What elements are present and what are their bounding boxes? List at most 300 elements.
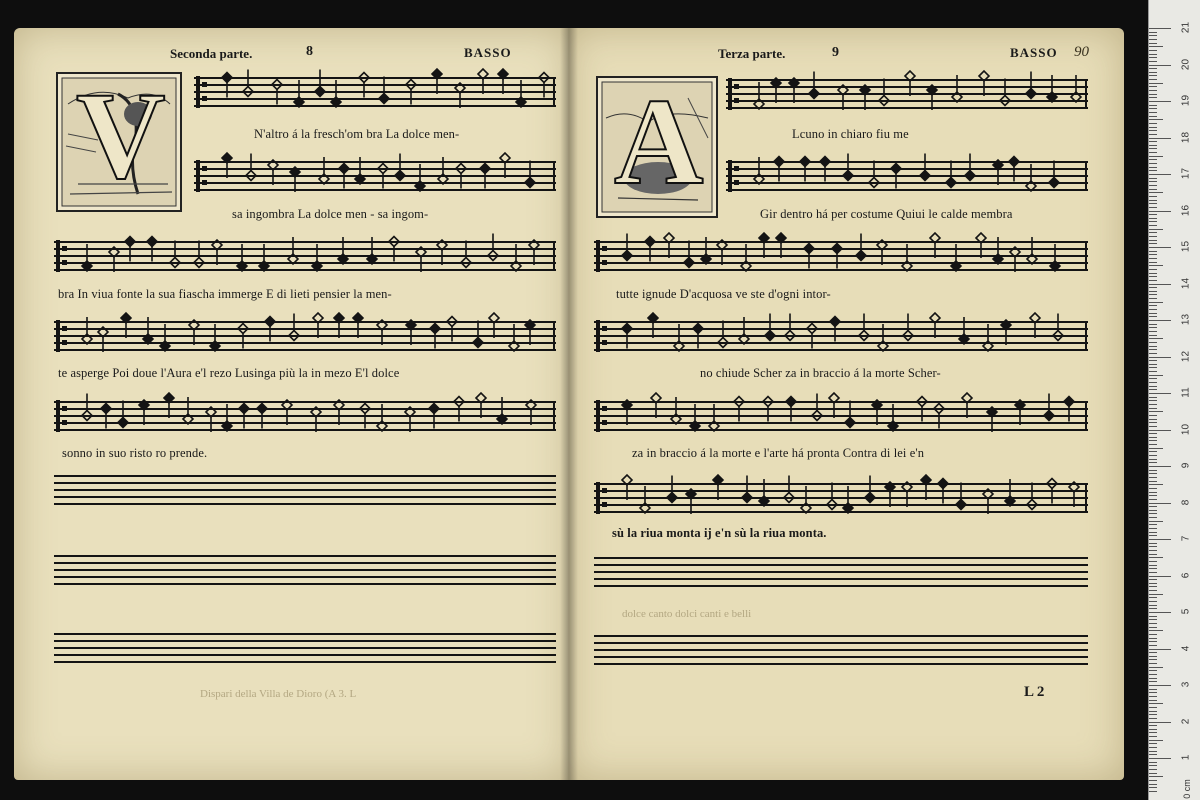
left-page-number: 8 bbox=[306, 44, 313, 59]
ruler-minor-tick bbox=[1149, 145, 1157, 146]
ruler-minor-tick bbox=[1149, 557, 1163, 558]
ruler-minor-tick bbox=[1149, 495, 1157, 496]
ruler-minor-tick bbox=[1149, 90, 1157, 91]
music-staff bbox=[594, 478, 1088, 522]
ruler-minor-tick bbox=[1149, 152, 1157, 153]
ruler-minor-tick bbox=[1149, 338, 1163, 339]
ruler-minor-tick bbox=[1149, 754, 1157, 755]
ruler-minor-tick bbox=[1149, 375, 1163, 376]
ruler-minor-tick bbox=[1149, 535, 1157, 536]
ruler-number: 6 bbox=[1180, 572, 1192, 578]
note bbox=[1030, 313, 1040, 338]
ruler-tick bbox=[1149, 247, 1171, 248]
note bbox=[713, 475, 723, 500]
ruler-minor-tick bbox=[1149, 346, 1157, 347]
ruler-minor-tick bbox=[1149, 703, 1163, 704]
ruler-minor-tick bbox=[1149, 619, 1157, 620]
ruler-minor-tick bbox=[1149, 561, 1157, 562]
lyric-line: Gir dentro há per costume Quiui le calde membra bbox=[760, 207, 1013, 221]
ruler-minor-tick bbox=[1149, 773, 1157, 774]
lyric-line: Lcuno in chiaro fiu me bbox=[792, 127, 909, 141]
ruler-minor-tick bbox=[1149, 130, 1157, 131]
ruler-minor-tick bbox=[1149, 652, 1157, 653]
ruler-minor-tick bbox=[1149, 594, 1163, 595]
note bbox=[377, 320, 387, 345]
lyric-line: sa ingombra La dolce men - sa ingom- bbox=[232, 207, 429, 221]
note bbox=[268, 160, 278, 185]
note bbox=[353, 313, 363, 338]
note bbox=[789, 78, 799, 103]
note bbox=[622, 475, 632, 500]
ruler-minor-tick bbox=[1149, 313, 1157, 314]
ruler-minor-tick bbox=[1149, 298, 1157, 299]
ruler-minor-tick bbox=[1149, 97, 1157, 98]
ruler-number: 21 bbox=[1180, 21, 1192, 34]
ruler-minor-tick bbox=[1149, 550, 1157, 551]
ruler-minor-tick bbox=[1149, 324, 1157, 325]
ruler-minor-tick bbox=[1149, 623, 1157, 624]
ruler-minor-tick bbox=[1149, 46, 1163, 47]
ruler-minor-tick bbox=[1149, 784, 1157, 785]
ruler-minor-tick bbox=[1149, 565, 1157, 566]
ruler-minor-tick bbox=[1149, 214, 1157, 215]
note bbox=[979, 71, 989, 96]
ruler-minor-tick bbox=[1149, 455, 1157, 456]
ruler-minor-tick bbox=[1149, 196, 1157, 197]
ruler-minor-tick bbox=[1149, 353, 1157, 354]
note bbox=[290, 167, 300, 192]
ruler-tick bbox=[1149, 393, 1171, 394]
ruler-minor-tick bbox=[1149, 568, 1157, 569]
ruler-tick bbox=[1149, 101, 1171, 102]
ruler-number: 15 bbox=[1180, 240, 1192, 253]
ruler-minor-tick bbox=[1149, 75, 1157, 76]
ruler-number: 18 bbox=[1180, 131, 1192, 143]
ruler-minor-tick bbox=[1149, 641, 1157, 642]
ruler-tick bbox=[1149, 174, 1171, 175]
ruler-minor-tick bbox=[1149, 506, 1157, 507]
ruler-minor-tick bbox=[1149, 667, 1163, 668]
ruler-unit: 0 cm bbox=[1181, 779, 1192, 799]
ruler-number: 10 bbox=[1180, 423, 1192, 435]
note bbox=[118, 401, 128, 428]
ruler-minor-tick bbox=[1149, 696, 1157, 697]
book-gutter bbox=[560, 28, 578, 780]
note bbox=[664, 233, 674, 258]
music-staff bbox=[726, 74, 1088, 118]
signature-mark: L 2 bbox=[1024, 684, 1045, 700]
note bbox=[1010, 247, 1020, 272]
note bbox=[845, 401, 855, 428]
ruler-minor-tick bbox=[1149, 240, 1157, 241]
ruler-minor-tick bbox=[1149, 762, 1157, 763]
ruler-minor-tick bbox=[1149, 554, 1157, 555]
ruler-minor-tick bbox=[1149, 148, 1157, 149]
note bbox=[525, 320, 535, 345]
bleed-through-text: dolce canto dolci canti e belli bbox=[622, 608, 752, 620]
ruler-number: 20 bbox=[1180, 58, 1192, 70]
ruler-minor-tick bbox=[1149, 349, 1157, 350]
ruler-minor-tick bbox=[1149, 492, 1157, 493]
ruler-minor-tick bbox=[1149, 700, 1157, 701]
ruler-minor-tick bbox=[1149, 360, 1157, 361]
ruler-minor-tick bbox=[1149, 780, 1157, 781]
note bbox=[809, 72, 819, 99]
ruler-minor-tick bbox=[1149, 546, 1157, 547]
ruler-minor-tick bbox=[1149, 181, 1157, 182]
ruler-minor-tick bbox=[1149, 681, 1157, 682]
ruler-minor-tick bbox=[1149, 119, 1163, 120]
ruler-minor-tick bbox=[1149, 200, 1157, 201]
ruler-minor-tick bbox=[1149, 408, 1157, 409]
ruler-minor-tick bbox=[1149, 729, 1157, 730]
ruler-number: 7 bbox=[1180, 535, 1192, 542]
ruler-minor-tick bbox=[1149, 787, 1157, 788]
ruler-number: 8 bbox=[1180, 499, 1192, 505]
ruler-tick bbox=[1149, 576, 1171, 577]
ruler-minor-tick bbox=[1149, 389, 1157, 390]
note bbox=[856, 234, 866, 261]
right-page-number: 9 bbox=[832, 45, 839, 60]
ruler-minor-tick bbox=[1149, 178, 1157, 179]
empty-staff bbox=[54, 550, 556, 594]
note bbox=[212, 240, 222, 265]
note bbox=[526, 400, 536, 425]
note bbox=[311, 407, 321, 432]
lyric-line: bra In viua fonte la sua fiascha immerge E di lieti pensier la men- bbox=[58, 287, 392, 301]
note bbox=[684, 241, 694, 268]
note bbox=[930, 313, 940, 338]
note bbox=[905, 71, 915, 96]
woodcut-initial-v bbox=[56, 67, 182, 212]
ruler-minor-tick bbox=[1149, 481, 1157, 482]
ruler-minor-tick bbox=[1149, 265, 1163, 266]
note bbox=[473, 321, 483, 348]
ruler-minor-tick bbox=[1149, 543, 1157, 544]
note bbox=[189, 320, 199, 345]
ruler-minor-tick bbox=[1149, 221, 1157, 222]
ruler-minor-tick bbox=[1149, 335, 1157, 336]
ruler-tick bbox=[1149, 649, 1171, 650]
empty-staff bbox=[594, 552, 1088, 596]
ruler-minor-tick bbox=[1149, 203, 1157, 204]
ruler-minor-tick bbox=[1149, 634, 1157, 635]
ruler-minor-tick bbox=[1149, 707, 1157, 708]
ruler-minor-tick bbox=[1149, 316, 1157, 317]
bleed-through-footer: Dispari della Villa de Dioro (A 3. L bbox=[200, 688, 357, 700]
ruler-minor-tick bbox=[1149, 163, 1157, 164]
ruler-number: 3 bbox=[1180, 681, 1192, 688]
woodcut-initial-a bbox=[596, 73, 718, 218]
empty-staff bbox=[594, 630, 1088, 674]
left-voice-part: BASSO bbox=[464, 45, 512, 60]
note bbox=[829, 393, 839, 418]
ruler-minor-tick bbox=[1149, 294, 1157, 295]
ruler-minor-tick bbox=[1149, 86, 1157, 87]
ruler-minor-tick bbox=[1149, 590, 1157, 591]
right-voice-part: BASSO bbox=[1010, 45, 1058, 60]
ruler-minor-tick bbox=[1149, 371, 1157, 372]
ruler-minor-tick bbox=[1149, 35, 1157, 36]
ruler-minor-tick bbox=[1149, 170, 1157, 171]
ruler-minor-tick bbox=[1149, 638, 1157, 639]
ruler-minor-tick bbox=[1149, 747, 1157, 748]
right-section-title: Terza parte. bbox=[718, 46, 786, 61]
ruler-minor-tick bbox=[1149, 444, 1157, 445]
ruler-number: 14 bbox=[1180, 277, 1192, 289]
ruler-tick bbox=[1149, 430, 1171, 431]
ruler-number: 2 bbox=[1180, 718, 1192, 724]
ruler-minor-tick bbox=[1149, 473, 1157, 474]
note bbox=[976, 233, 986, 258]
note bbox=[437, 240, 447, 265]
note bbox=[1001, 320, 1011, 345]
ruler-minor-tick bbox=[1149, 674, 1157, 675]
ruler-number: 9 bbox=[1180, 462, 1192, 469]
note bbox=[500, 153, 510, 178]
ruler-minor-tick bbox=[1149, 39, 1157, 40]
note bbox=[962, 393, 972, 418]
note bbox=[920, 154, 930, 181]
ruler-minor-tick bbox=[1149, 43, 1157, 44]
ruler-minor-tick bbox=[1149, 342, 1157, 343]
music-staff bbox=[594, 316, 1088, 360]
note bbox=[860, 85, 870, 110]
note bbox=[667, 476, 677, 503]
ruler-minor-tick bbox=[1149, 597, 1157, 598]
ruler-minor-tick bbox=[1149, 678, 1157, 679]
ruler-minor-tick bbox=[1149, 254, 1157, 255]
ruler-minor-tick bbox=[1149, 470, 1157, 471]
ruler-minor-tick bbox=[1149, 291, 1157, 292]
ruler-minor-tick bbox=[1149, 123, 1157, 124]
ruler-tick bbox=[1149, 539, 1171, 540]
note bbox=[313, 313, 323, 338]
note bbox=[765, 314, 775, 341]
ruler-minor-tick bbox=[1149, 302, 1163, 303]
note bbox=[902, 482, 912, 507]
ruler-minor-tick bbox=[1149, 765, 1157, 766]
ruler-minor-tick bbox=[1149, 156, 1163, 157]
ruler-tick bbox=[1149, 685, 1171, 686]
ruler-tick bbox=[1149, 503, 1171, 504]
note bbox=[771, 78, 781, 103]
ruler-minor-tick bbox=[1149, 462, 1157, 463]
ruler-minor-tick bbox=[1149, 243, 1157, 244]
note bbox=[498, 69, 508, 94]
ruler-minor-tick bbox=[1149, 751, 1157, 752]
ruler-minor-tick bbox=[1149, 108, 1157, 109]
ruler-minor-tick bbox=[1149, 262, 1157, 263]
ruler-minor-tick bbox=[1149, 583, 1157, 584]
ruler-minor-tick bbox=[1149, 116, 1157, 117]
ruler-number: 13 bbox=[1180, 313, 1192, 326]
note bbox=[206, 407, 216, 432]
note bbox=[622, 234, 632, 261]
ruler-minor-tick bbox=[1149, 141, 1157, 142]
ruler-minor-tick bbox=[1149, 72, 1157, 73]
ruler-minor-tick bbox=[1149, 656, 1157, 657]
note bbox=[956, 483, 966, 510]
ruler-minor-tick bbox=[1149, 437, 1157, 438]
lyric-line: za in braccio á la morte e l'arte há pronta Contra di lei e'n bbox=[632, 446, 925, 460]
ruler-minor-tick bbox=[1149, 484, 1163, 485]
note bbox=[651, 393, 661, 418]
ruler-minor-tick bbox=[1149, 32, 1157, 33]
note bbox=[885, 482, 895, 507]
lyric-line: N'altro á la fresch'om bra La dolce men- bbox=[254, 127, 460, 141]
ruler-number: 16 bbox=[1180, 204, 1192, 216]
note bbox=[838, 85, 848, 110]
ruler-minor-tick bbox=[1149, 232, 1157, 233]
ruler-minor-tick bbox=[1149, 258, 1157, 259]
ruler-tick bbox=[1149, 138, 1171, 139]
ruler-minor-tick bbox=[1149, 776, 1163, 777]
note bbox=[686, 489, 696, 514]
note bbox=[395, 154, 405, 181]
ruler-minor-tick bbox=[1149, 769, 1157, 770]
ruler-minor-tick bbox=[1149, 331, 1157, 332]
ruler-number: 19 bbox=[1180, 94, 1192, 107]
note bbox=[121, 313, 131, 338]
ruler-minor-tick bbox=[1149, 718, 1157, 719]
ruler-minor-tick bbox=[1149, 477, 1157, 478]
ruler-minor-tick bbox=[1149, 448, 1163, 449]
ruler-minor-tick bbox=[1149, 579, 1157, 580]
ruler-number: 1 bbox=[1180, 754, 1192, 761]
ruler-minor-tick bbox=[1149, 528, 1157, 529]
note bbox=[432, 69, 442, 94]
measurement-ruler bbox=[1148, 0, 1200, 800]
music-staff bbox=[594, 236, 1088, 280]
ruler-minor-tick bbox=[1149, 426, 1157, 427]
ruler-minor-tick bbox=[1149, 57, 1157, 58]
note bbox=[98, 327, 108, 352]
ruler-tick bbox=[1149, 357, 1171, 358]
ruler-number: 4 bbox=[1180, 645, 1192, 651]
note bbox=[983, 489, 993, 514]
ruler-minor-tick bbox=[1149, 364, 1157, 365]
ruler-minor-tick bbox=[1149, 327, 1157, 328]
note bbox=[759, 233, 769, 258]
ruler-minor-tick bbox=[1149, 309, 1157, 310]
ruler-minor-tick bbox=[1149, 459, 1157, 460]
ruler-minor-tick bbox=[1149, 572, 1157, 573]
ruler-minor-tick bbox=[1149, 167, 1157, 168]
ruler-minor-tick bbox=[1149, 510, 1157, 511]
lyric-line: no chiude Scher za in braccio á la morte Scher- bbox=[700, 366, 941, 380]
note bbox=[946, 161, 956, 188]
ruler-minor-tick bbox=[1149, 229, 1163, 230]
note bbox=[921, 475, 931, 500]
ruler-minor-tick bbox=[1149, 791, 1157, 792]
ruler-minor-tick bbox=[1149, 397, 1157, 398]
ruler-minor-tick bbox=[1149, 422, 1157, 423]
ruler-minor-tick bbox=[1149, 276, 1157, 277]
ruler-minor-tick bbox=[1149, 725, 1157, 726]
note bbox=[529, 240, 539, 265]
note bbox=[478, 69, 488, 94]
ruler-minor-tick bbox=[1149, 61, 1157, 62]
ruler-minor-tick bbox=[1149, 112, 1157, 113]
note bbox=[843, 154, 853, 181]
ruler-minor-tick bbox=[1149, 659, 1157, 660]
ruler-minor-tick bbox=[1149, 645, 1157, 646]
ruler-minor-tick bbox=[1149, 488, 1157, 489]
note bbox=[139, 400, 149, 425]
ruler-minor-tick bbox=[1149, 711, 1157, 712]
ruler-minor-tick bbox=[1149, 433, 1157, 434]
note bbox=[334, 313, 344, 338]
ruler-minor-tick bbox=[1149, 225, 1157, 226]
music-staff bbox=[594, 396, 1088, 440]
ruler-minor-tick bbox=[1149, 586, 1157, 587]
ruler-minor-tick bbox=[1149, 367, 1157, 368]
note bbox=[1026, 72, 1036, 99]
ruler-minor-tick bbox=[1149, 440, 1157, 441]
left-section-title: Seconda parte. bbox=[170, 46, 253, 61]
ruler-tick bbox=[1149, 65, 1171, 66]
initial-letter-a: A bbox=[614, 73, 704, 210]
ruler-minor-tick bbox=[1149, 280, 1157, 281]
ruler-number: 17 bbox=[1180, 167, 1192, 180]
note bbox=[416, 247, 426, 272]
ruler-minor-tick bbox=[1149, 616, 1157, 617]
empty-staff bbox=[54, 628, 556, 672]
ruler-minor-tick bbox=[1149, 499, 1157, 500]
note bbox=[379, 77, 389, 104]
note bbox=[405, 407, 415, 432]
empty-staff bbox=[54, 470, 556, 514]
ruler-minor-tick bbox=[1149, 54, 1157, 55]
ruler-minor-tick bbox=[1149, 79, 1157, 80]
note bbox=[315, 70, 325, 97]
ruler-minor-tick bbox=[1149, 524, 1157, 525]
note bbox=[334, 400, 344, 425]
ruler-minor-tick bbox=[1149, 411, 1163, 412]
ruler-minor-tick bbox=[1149, 513, 1157, 514]
note bbox=[109, 247, 119, 272]
ruler-minor-tick bbox=[1149, 218, 1157, 219]
lyric-line: sonno in suo ristо ro prende. bbox=[62, 446, 208, 460]
ruler-minor-tick bbox=[1149, 159, 1157, 160]
note bbox=[877, 240, 887, 265]
ruler-minor-tick bbox=[1149, 605, 1157, 606]
ruler-tick bbox=[1149, 722, 1171, 723]
ruler-minor-tick bbox=[1149, 287, 1157, 288]
ruler-minor-tick bbox=[1149, 105, 1157, 106]
ruler-tick bbox=[1149, 466, 1171, 467]
ruler-tick bbox=[1149, 28, 1171, 29]
note bbox=[648, 313, 658, 338]
ruler-minor-tick bbox=[1149, 630, 1163, 631]
ruler-minor-tick bbox=[1149, 207, 1157, 208]
note bbox=[222, 153, 232, 178]
ruler-minor-tick bbox=[1149, 521, 1163, 522]
ruler-minor-tick bbox=[1149, 404, 1157, 405]
ruler-minor-tick bbox=[1149, 517, 1157, 518]
note bbox=[927, 85, 937, 110]
note bbox=[1044, 394, 1054, 421]
ruler-minor-tick bbox=[1149, 236, 1157, 237]
ruler-minor-tick bbox=[1149, 663, 1157, 664]
initial-letter-v: V bbox=[76, 67, 166, 204]
note bbox=[1049, 161, 1059, 188]
note bbox=[622, 400, 632, 425]
note bbox=[489, 313, 499, 338]
note bbox=[282, 400, 292, 425]
ruler-tick bbox=[1149, 758, 1171, 759]
